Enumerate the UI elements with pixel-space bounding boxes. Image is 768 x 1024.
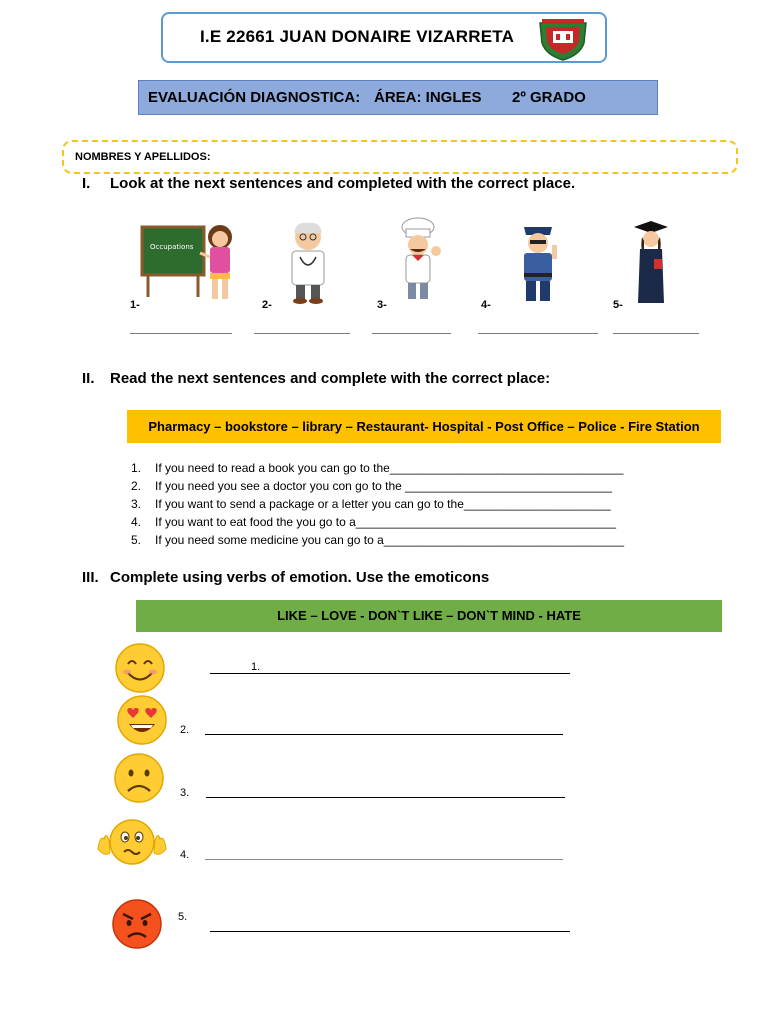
section-3-number: III.	[82, 569, 99, 586]
emotion-3-number: 3.	[180, 787, 190, 799]
question-1-number: 1.	[131, 461, 142, 475]
section-2-title: Read the next sentences and complete with the correct place:	[110, 370, 551, 387]
emotion-1-answer-line[interactable]	[210, 673, 570, 674]
question-2-text: If you need you see a doctor you con go to the _______________________________	[155, 479, 613, 493]
picture-3-answer-blank[interactable]	[372, 333, 451, 334]
question-3[interactable]	[131, 497, 611, 511]
question-1-text: If you need to read a book you can go to the___________________________________	[155, 461, 624, 475]
chef-icon	[388, 217, 448, 309]
shrugging-face-icon	[94, 817, 170, 867]
smiling-face-icon	[114, 642, 166, 694]
section-3-title: Complete using verbs of emotion. Use the emoticons	[110, 569, 490, 586]
school-name: I.E 22661 JUAN DONAIRE VIZARRETA	[200, 27, 515, 46]
picture-2-number: 2-	[262, 299, 272, 311]
student-name-label: NOMBRES Y APELLIDOS:	[75, 151, 211, 163]
picture-1-number: 1-	[130, 299, 140, 311]
picture-3-number: 3-	[377, 299, 387, 311]
question-5[interactable]	[131, 533, 624, 547]
school-crest-icon	[536, 19, 590, 61]
verbs-word-bank-text: LIKE – LOVE - DON`T LIKE – DON`T MIND - HATE	[277, 608, 581, 623]
picture-5-number: 5-	[613, 299, 623, 311]
question-4[interactable]	[131, 515, 616, 529]
picture-1-answer-blank[interactable]	[130, 333, 232, 334]
picture-2-answer-blank[interactable]	[254, 333, 350, 334]
question-4-text: If you want to eat food the you go to a_______________________________________	[155, 515, 617, 529]
question-2[interactable]	[131, 479, 612, 493]
doctor-icon	[270, 217, 346, 309]
teacher-icon	[138, 217, 242, 309]
emotion-2-answer-line[interactable]	[205, 734, 563, 735]
evaluation-title: EVALUACIÓN DIAGNOSTICA:	[148, 89, 361, 106]
emotion-4-number: 4.	[180, 849, 190, 861]
picture-5-answer-blank[interactable]	[613, 333, 699, 334]
picture-4-number: 4-	[481, 299, 491, 311]
question-3-number: 3.	[131, 497, 142, 511]
section-2-number: II.	[82, 370, 95, 387]
emotion-2-number: 2.	[180, 724, 190, 736]
emotion-4-answer-line[interactable]	[205, 859, 563, 860]
police-officer-icon	[510, 217, 566, 309]
section-1-number: I.	[82, 175, 91, 192]
places-word-bank-text: Pharmacy – bookstore – library – Restaurant- Hospital - Post Office – Police - Fire Station	[148, 419, 700, 434]
emotion-5-number: 5.	[178, 911, 188, 923]
section-1-title: Look at the next sentences and completed with the correct place.	[110, 175, 576, 192]
heart-eyes-face-icon	[116, 694, 168, 746]
emotion-5-answer-line[interactable]	[210, 931, 570, 932]
frowning-face-icon	[113, 752, 165, 804]
question-5-text: If you need some medicine you can go to a____________________________________	[155, 533, 625, 547]
question-1[interactable]	[131, 461, 623, 475]
area-label: ÁREA: INGLES	[374, 89, 482, 106]
graduate-icon	[626, 217, 676, 309]
grade-label: 2º GRADO	[512, 89, 586, 106]
question-4-number: 4.	[131, 515, 142, 529]
angry-face-icon	[111, 898, 163, 950]
svg-text:Occupations: Occupations	[150, 243, 194, 251]
question-2-number: 2.	[131, 479, 142, 493]
question-5-number: 5.	[131, 533, 142, 547]
emotion-3-answer-line[interactable]	[206, 797, 565, 798]
emotion-1-number: 1.	[251, 661, 261, 673]
picture-4-answer-blank[interactable]	[478, 333, 598, 334]
question-3-text: If you want to send a package or a letter you can go to the______________________	[155, 497, 611, 511]
